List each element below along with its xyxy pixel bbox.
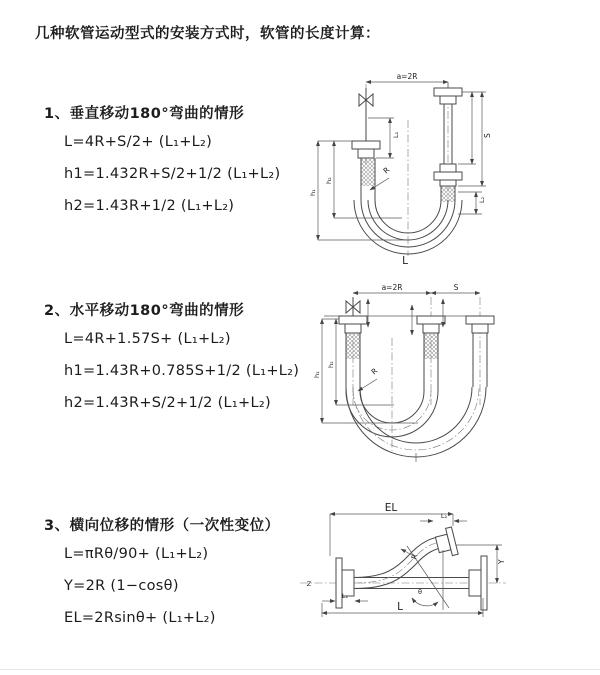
section-2-heading: 2、水平移动180°弯曲的情形: [44, 303, 245, 319]
diagram-lateral-displacement: [296, 498, 600, 656]
formula-h2: h2=1.43R+1/2 (L₁+L₂): [64, 198, 235, 214]
dim-label-h1: h₁: [313, 371, 321, 378]
left-pipe-fitting: [352, 141, 380, 158]
dim-label-h2: h₂: [325, 177, 333, 184]
dim-label-y: Y: [497, 559, 506, 564]
braided-hose-left: [361, 158, 375, 186]
dim-label-l1: L₁: [341, 592, 349, 600]
dim-label-h1: h₁: [309, 189, 317, 196]
dim-label-h2: h₂: [327, 361, 335, 368]
right-flange-fitting: [469, 556, 487, 610]
middle-pipe-fitting: [417, 316, 445, 333]
braided-hose-left: [346, 333, 360, 359]
centerline-mark: Z: [306, 580, 312, 588]
dim-label-l2: L₂: [440, 512, 448, 520]
displaced-flange-fitting: [434, 527, 458, 559]
diagram-vertical-180: [306, 68, 598, 266]
page-title: 几种软管运动型式的安装方式时，软管的长度计算：: [35, 26, 380, 42]
dim-label-l: L: [397, 601, 403, 613]
left-flange-fitting: [336, 558, 354, 608]
formula-h2: h2=1.43R+S/2+1/2 (L₁+L₂): [64, 395, 271, 411]
formula-Y: Y=2R (1−cosθ): [64, 578, 179, 594]
dim-label-a: a=2R: [396, 72, 418, 81]
dim-label-s: S: [483, 133, 492, 138]
dim-label-el: EL: [384, 502, 398, 514]
formula-L: L=4R+S/2+ (L₁+L₂): [64, 134, 213, 150]
formula-L: L=4R+1.57S+ (L₁+L₂): [64, 331, 231, 347]
u-bend-arcs-position-2: [346, 387, 486, 457]
formula-h1: h1=1.43R+0.785S+1/2 (L₁+L₂): [64, 363, 300, 379]
dim-label-r: R: [381, 165, 392, 176]
leader-r: [401, 549, 412, 555]
dim-label-a: a=2R: [381, 283, 403, 292]
dim-label-l1: L₁: [392, 131, 400, 138]
valve-icon: [346, 297, 360, 316]
section-vertical: [44, 102, 280, 230]
valve-icon: [359, 88, 373, 141]
dim-label-l: L: [402, 255, 408, 266]
leader-r: [358, 379, 377, 391]
section-horizontal: [44, 299, 299, 427]
dim-label-r: R: [409, 552, 420, 561]
angle-arc: [412, 598, 438, 606]
dim-label-r: R: [369, 366, 380, 377]
right-pipe-fitting: [466, 316, 494, 333]
section-1-heading: 1、垂直移动180°弯曲的情形: [44, 106, 245, 122]
diagram-horizontal-180: [310, 283, 600, 471]
section-3-heading: 3、横向位移的情形（一次性变位）: [44, 518, 280, 534]
left-pipe-fitting: [339, 316, 367, 333]
section-lateral: [44, 514, 280, 642]
angle-label-theta: θ: [418, 588, 422, 596]
curved-hose: [354, 536, 447, 589]
formula-h1: h1=1.432R+S/2+1/2 (L₁+L₂): [64, 166, 281, 182]
braided-hose-middle: [424, 333, 438, 359]
formula-L: L=πRθ/90+ (L₁+L₂): [64, 546, 209, 562]
formula-EL: EL=2Rsinθ+ (L₁+L₂): [64, 610, 216, 626]
braided-hose-right: [441, 186, 455, 202]
dim-label-s: S: [453, 283, 459, 292]
page-edge: [0, 669, 600, 670]
dim-label-l2: L₂: [478, 196, 486, 203]
